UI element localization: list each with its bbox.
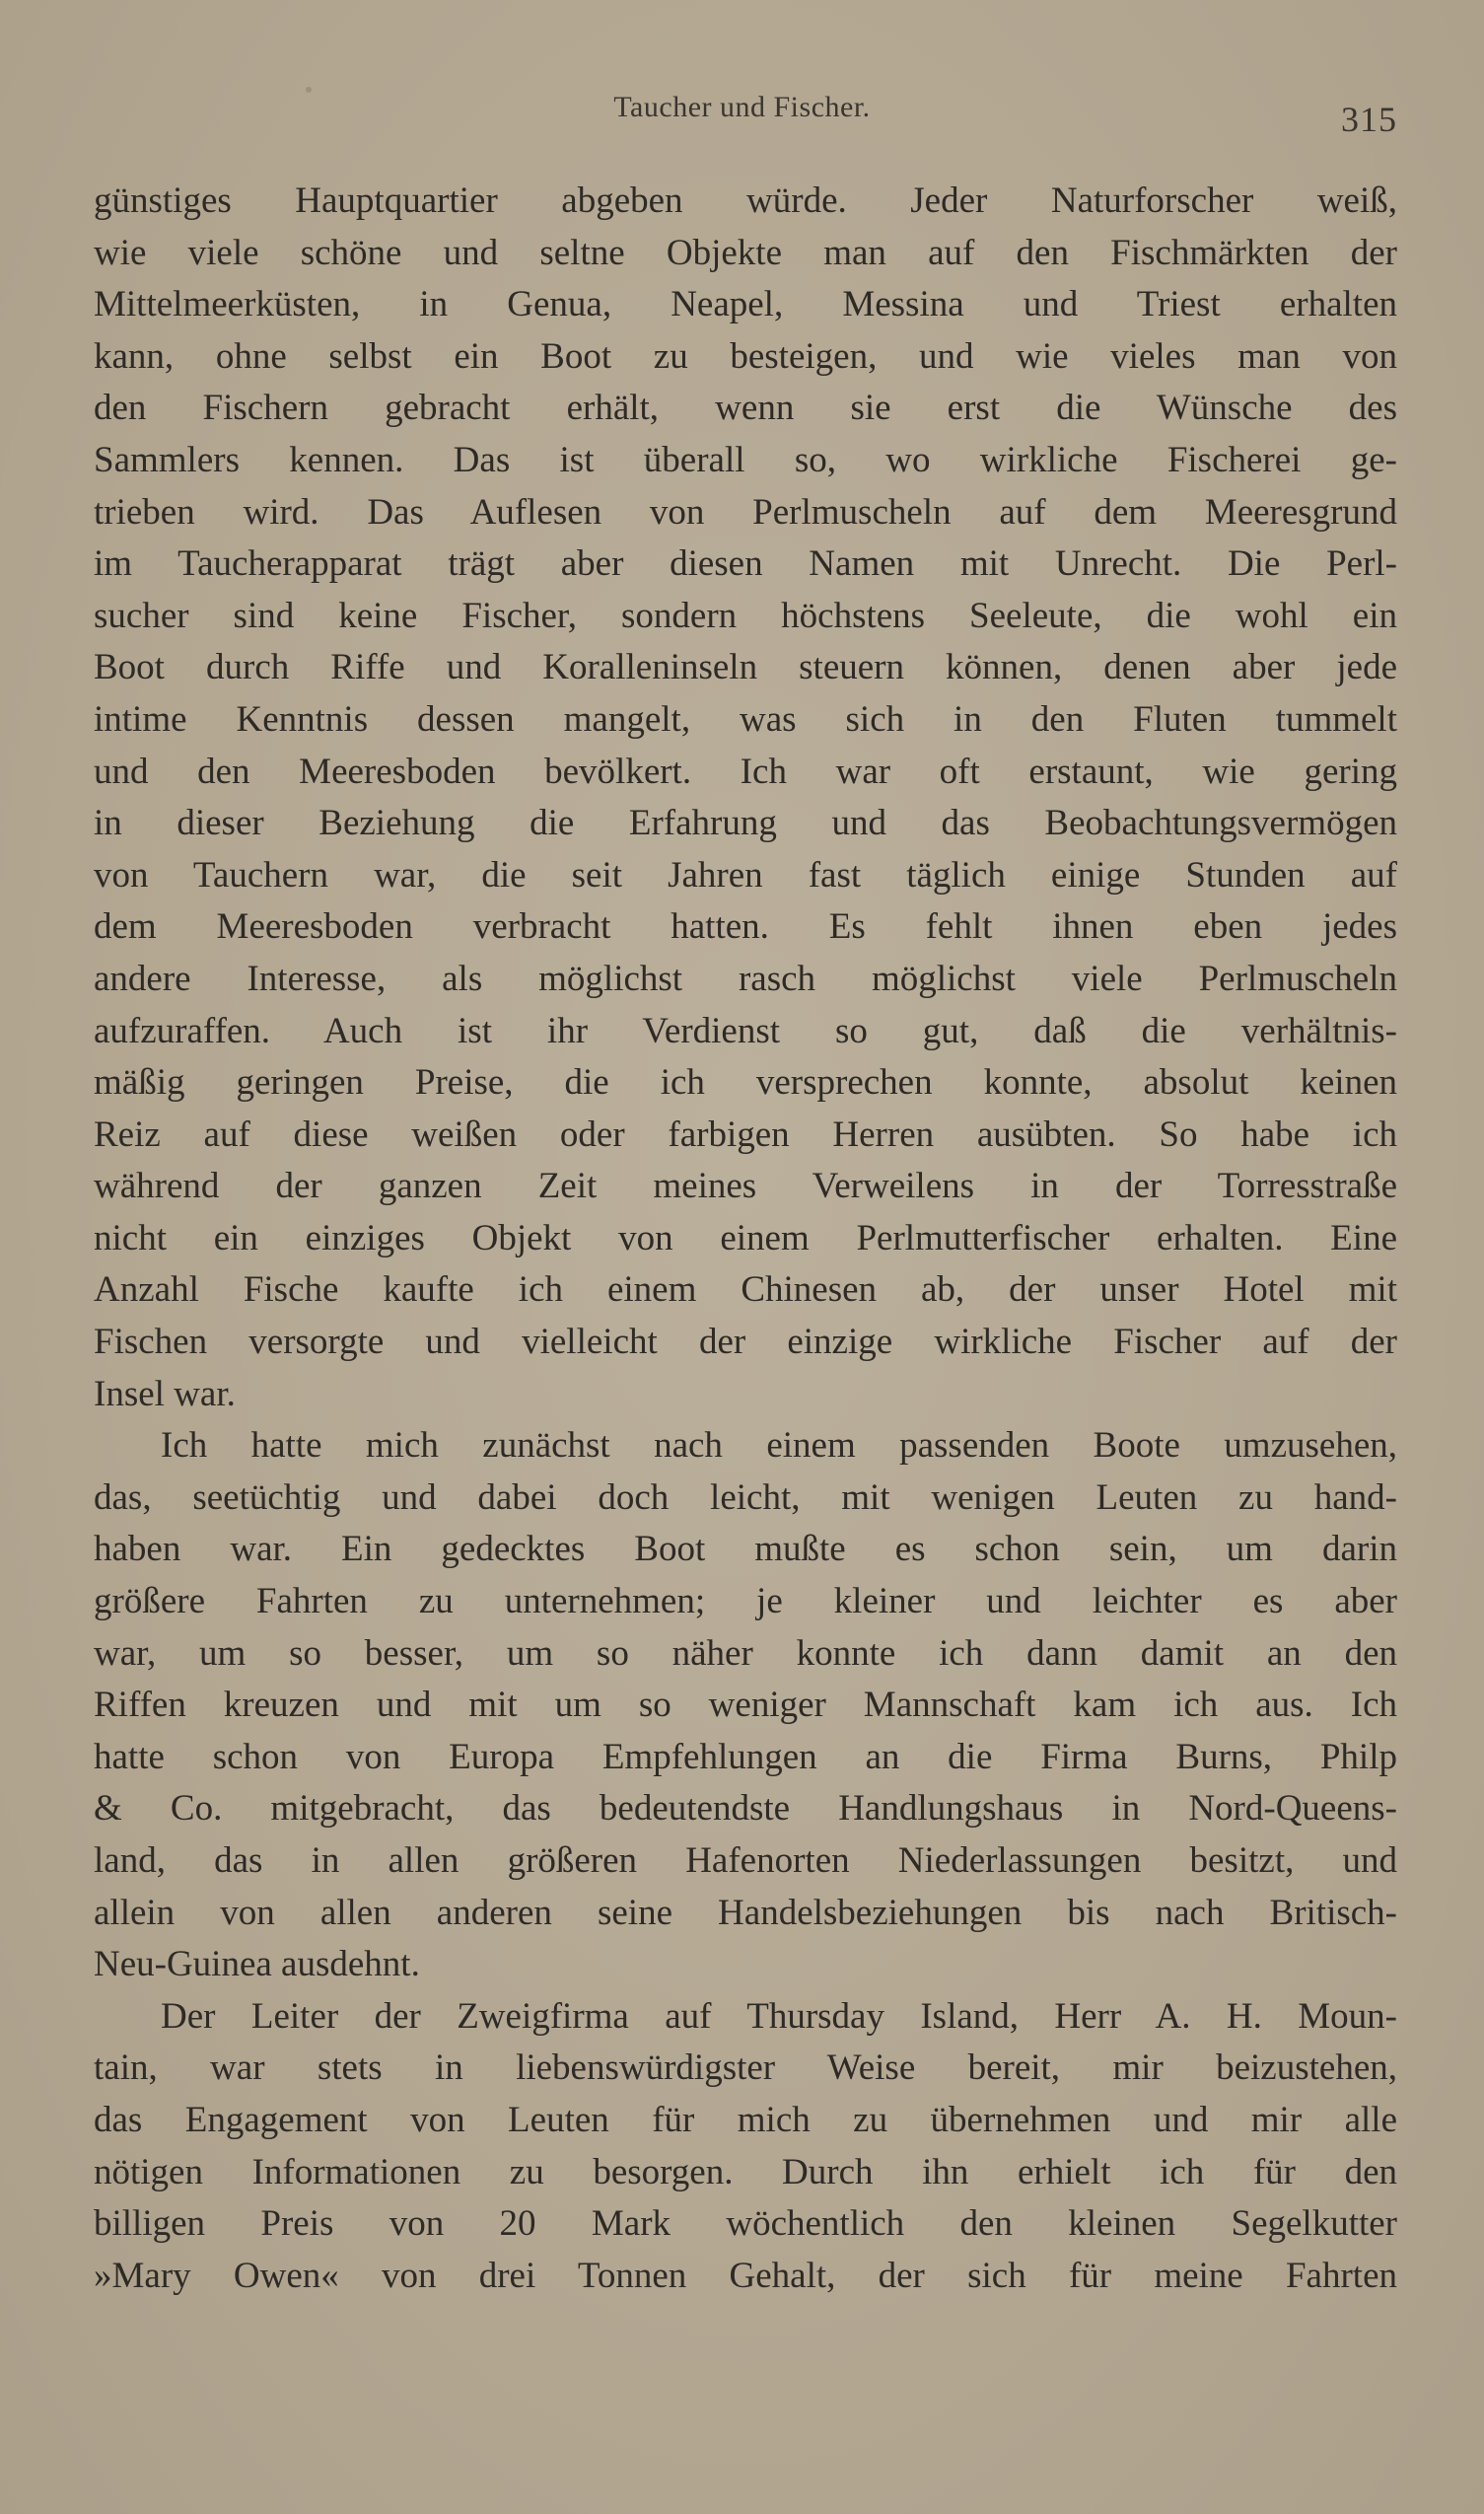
running-head: Taucher und Fischer. — [613, 91, 871, 123]
text-line: Sammlers kennen. Das ist überall so, wo wirkliche Fischerei ge- — [94, 439, 1397, 480]
text-line: das, seetüchtig und dabei doch leicht, mit wenigen Leuten zu hand- — [94, 1476, 1397, 1518]
text-line: tain, war stets in liebenswürdigster Weise bereit, mir beizustehen, — [94, 2047, 1397, 2089]
text-line: billigen Preis von 20 Mark wöchentlich den kleinen Segelkutter — [94, 2203, 1397, 2245]
text-line: Mittelmeerküsten, in Genua, Neapel, Messina und Triest erhalten — [94, 284, 1397, 325]
text-line: im Taucherapparat trägt aber diesen Namen mit Unrecht. Die Perl- — [94, 543, 1397, 585]
text-line: intime Kenntnis dessen mangelt, was sich in den Fluten tummelt — [94, 698, 1397, 740]
text-line: günstiges Hauptquartier abgeben würde. Jeder Naturforscher weiß, — [94, 180, 1397, 221]
text-line: nicht ein einziges Objekt von einem Perlmutterfischer erhalten. Eine — [94, 1217, 1397, 1258]
text-line: war, um so besser, um so näher konnte ich dann damit an den — [94, 1632, 1397, 1674]
page-number: 315 — [1341, 100, 1397, 139]
text-line: wie viele schöne und seltne Objekte man auf den Fischmärkten der — [94, 232, 1397, 273]
text-line: allein von allen anderen seine Handelsbeziehungen bis nach Britisch- — [94, 1892, 1397, 1933]
text-line: und den Meeresboden bevölkert. Ich war oft erstaunt, wie gering — [94, 751, 1397, 792]
text-line: Riffen kreuzen und mit um so weniger Mannschaft kam ich aus. Ich — [94, 1685, 1397, 1726]
text-line: andere Interesse, als möglichst rasch möglichst viele Perlmuscheln — [94, 958, 1397, 999]
text-line: »Mary Owen« von drei Tonnen Gehalt, der sich für meine Fahrten — [94, 2255, 1397, 2296]
text-line: aufzuraffen. Auch ist ihr Verdienst so gut, daß die verhältnis- — [94, 1010, 1397, 1051]
text-line: größere Fahrten zu unternehmen; je kleiner und leichter es aber — [94, 1581, 1397, 1622]
text-line: das Engagement von Leuten für mich zu übernehmen und mir alle — [94, 2099, 1397, 2140]
text-line: haben war. Ein gedecktes Boot mußte es schon sein, um darin — [94, 1529, 1397, 1570]
text-line: hatte schon von Europa Empfehlungen an die Firma Burns, Philp — [94, 1736, 1397, 1777]
text-line: land, das in allen größeren Hafenorten Niederlassungen besitzt, und — [94, 1840, 1397, 1881]
text-line: Anzahl Fische kaufte ich einem Chinesen ab, der unser Hotel mit — [94, 1269, 1397, 1311]
text-line: trieben wird. Das Auflesen von Perlmuscheln auf dem Meeresgrund — [94, 491, 1397, 533]
text-line: von Tauchern war, die seit Jahren fast täglich einige Stunden auf — [94, 854, 1397, 896]
text-line: sucher sind keine Fischer, sondern höchstens Seeleute, die wohl ein — [94, 595, 1397, 636]
text-line: & Co. mitgebracht, das bedeutendste Handlungshaus in Nord-Queens- — [94, 1788, 1397, 1830]
text-line: während der ganzen Zeit meines Verweilens in der Torresstraße — [94, 1166, 1397, 1207]
text-line: Fischen versorgte und vielleicht der einzige wirkliche Fischer auf der — [94, 1322, 1397, 1363]
paragraph-end-line: Insel war. — [94, 1373, 236, 1414]
text-line: den Fischern gebracht erhält, wenn sie erst die Wünsche des — [94, 388, 1397, 429]
paragraph-start-line: Der Leiter der Zweigfirma auf Thursday Island, Herr A. H. Moun- — [161, 1995, 1397, 2037]
paragraph-end-line: Neu-Guinea ausdehnt. — [94, 1944, 420, 1985]
body-text — [94, 176, 1397, 2302]
text-line: nötigen Informationen zu besorgen. Durch ihn erhielt ich für den — [94, 2151, 1397, 2192]
text-line: mäßig geringen Preise, die ich versprechen konnte, absolut keinen — [94, 1062, 1397, 1104]
text-line: kann, ohne selbst ein Boot zu besteigen, und wie vieles man von — [94, 335, 1397, 377]
paragraph-start-line: Ich hatte mich zunächst nach einem passenden Boote umzusehen, — [161, 1425, 1397, 1467]
text-line: dem Meeresboden verbracht hatten. Es fehlt ihnen eben jedes — [94, 906, 1397, 948]
text-line: Boot durch Riffe und Koralleninseln steuern können, denen aber jede — [94, 647, 1397, 688]
text-line: Reiz auf diese weißen oder farbigen Herren ausübten. So habe ich — [94, 1113, 1397, 1155]
text-line: in dieser Beziehung die Erfahrung und das Beobachtungsvermögen — [94, 803, 1397, 844]
